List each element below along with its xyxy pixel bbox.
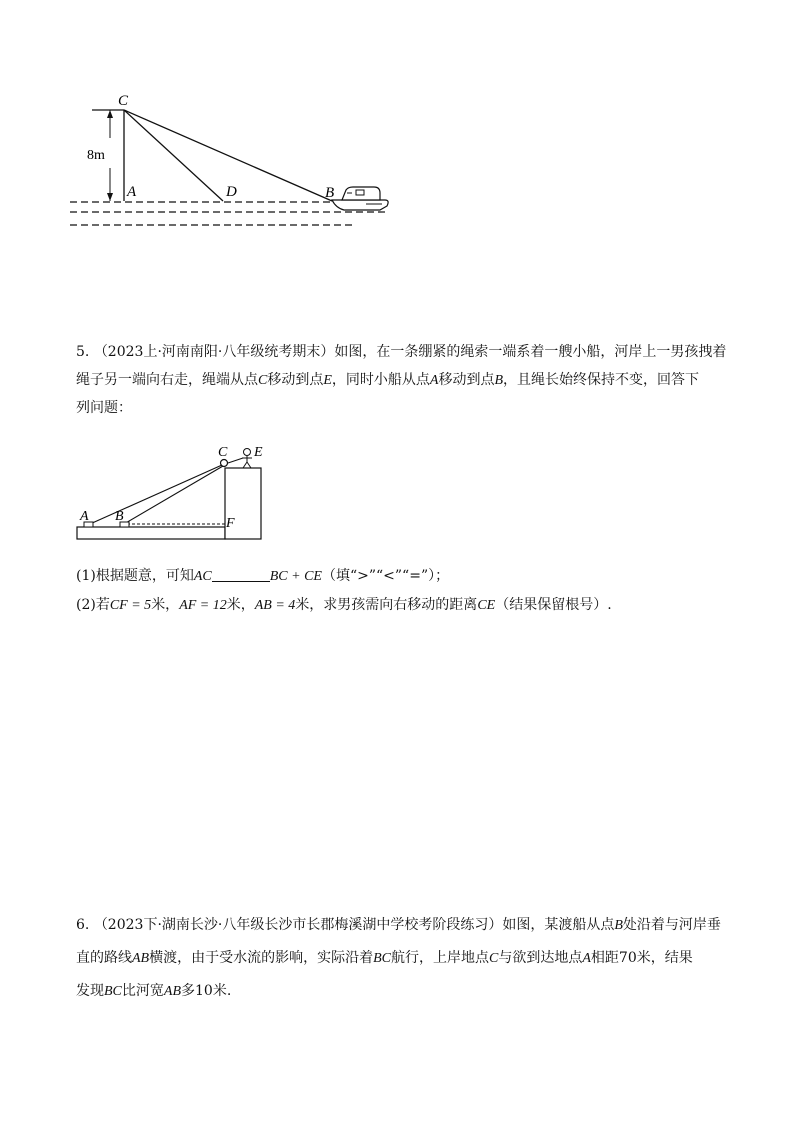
height-label: 8m — [87, 148, 105, 163]
q6-line1: 6. （2023下·湖南长沙·八年级长沙市长郡梅溪湖中学校考阶段练习）如图，某渡船从点B处沿着与河岸垂 — [76, 917, 721, 933]
river-boat-figure — [60, 88, 400, 238]
q6-number: 6. — [76, 917, 90, 933]
q5-part2: (2)若CF = 5米，AF = 12米，AB = 4米，求男孩需向右移动的距离CE（结果保留根号）. — [76, 597, 612, 613]
rope-bc — [124, 466, 223, 524]
label-b: B — [115, 509, 124, 524]
q5-line3: 列问题： — [76, 400, 132, 416]
segment-cd — [124, 110, 223, 201]
answer-blank[interactable] — [212, 567, 270, 582]
q6-source: （2023下·湖南长沙·八年级长沙市长郡梅溪湖中学校考阶段练习） — [93, 917, 503, 933]
label-c: C — [218, 445, 228, 460]
q5-line2: 绳子另一端向右走，绳端从点C移动到点E，同时小船从点A移动到点B，且绳长始终保持不变，回答下 — [76, 372, 700, 388]
q5-line1: 5. （2023上·河南南阳·八年级统考期末）如图，在一条绷紧的绳索一端系着一艘小船，河岸上一男孩拽着 — [76, 344, 727, 360]
label-a: A — [127, 184, 137, 200]
boy-icon — [242, 449, 252, 469]
q5-part1: (1)根据题意，可知AC BC + CE（填“>”“<”“=”）； — [76, 568, 450, 584]
boat-icon — [332, 187, 388, 210]
boy-rope-figure — [74, 440, 274, 544]
rope-ac — [90, 465, 222, 524]
q5-number: 5. — [76, 344, 90, 360]
label-c: C — [118, 93, 129, 109]
q5-source: （2023上·河南南阳·八年级统考期末） — [93, 344, 335, 360]
label-d: D — [226, 184, 237, 200]
label-f: F — [226, 516, 235, 531]
label-e: E — [254, 445, 263, 460]
q6-line2: 直的路线AB横渡，由于受水流的影响，实际沿着BC航行，上岸地点C与欲到达地点A相距70米，结果 — [76, 950, 693, 966]
label-b: B — [325, 185, 335, 201]
q6-line3: 发现BC比河宽AB多10米. — [76, 983, 232, 999]
label-a: A — [80, 509, 89, 524]
